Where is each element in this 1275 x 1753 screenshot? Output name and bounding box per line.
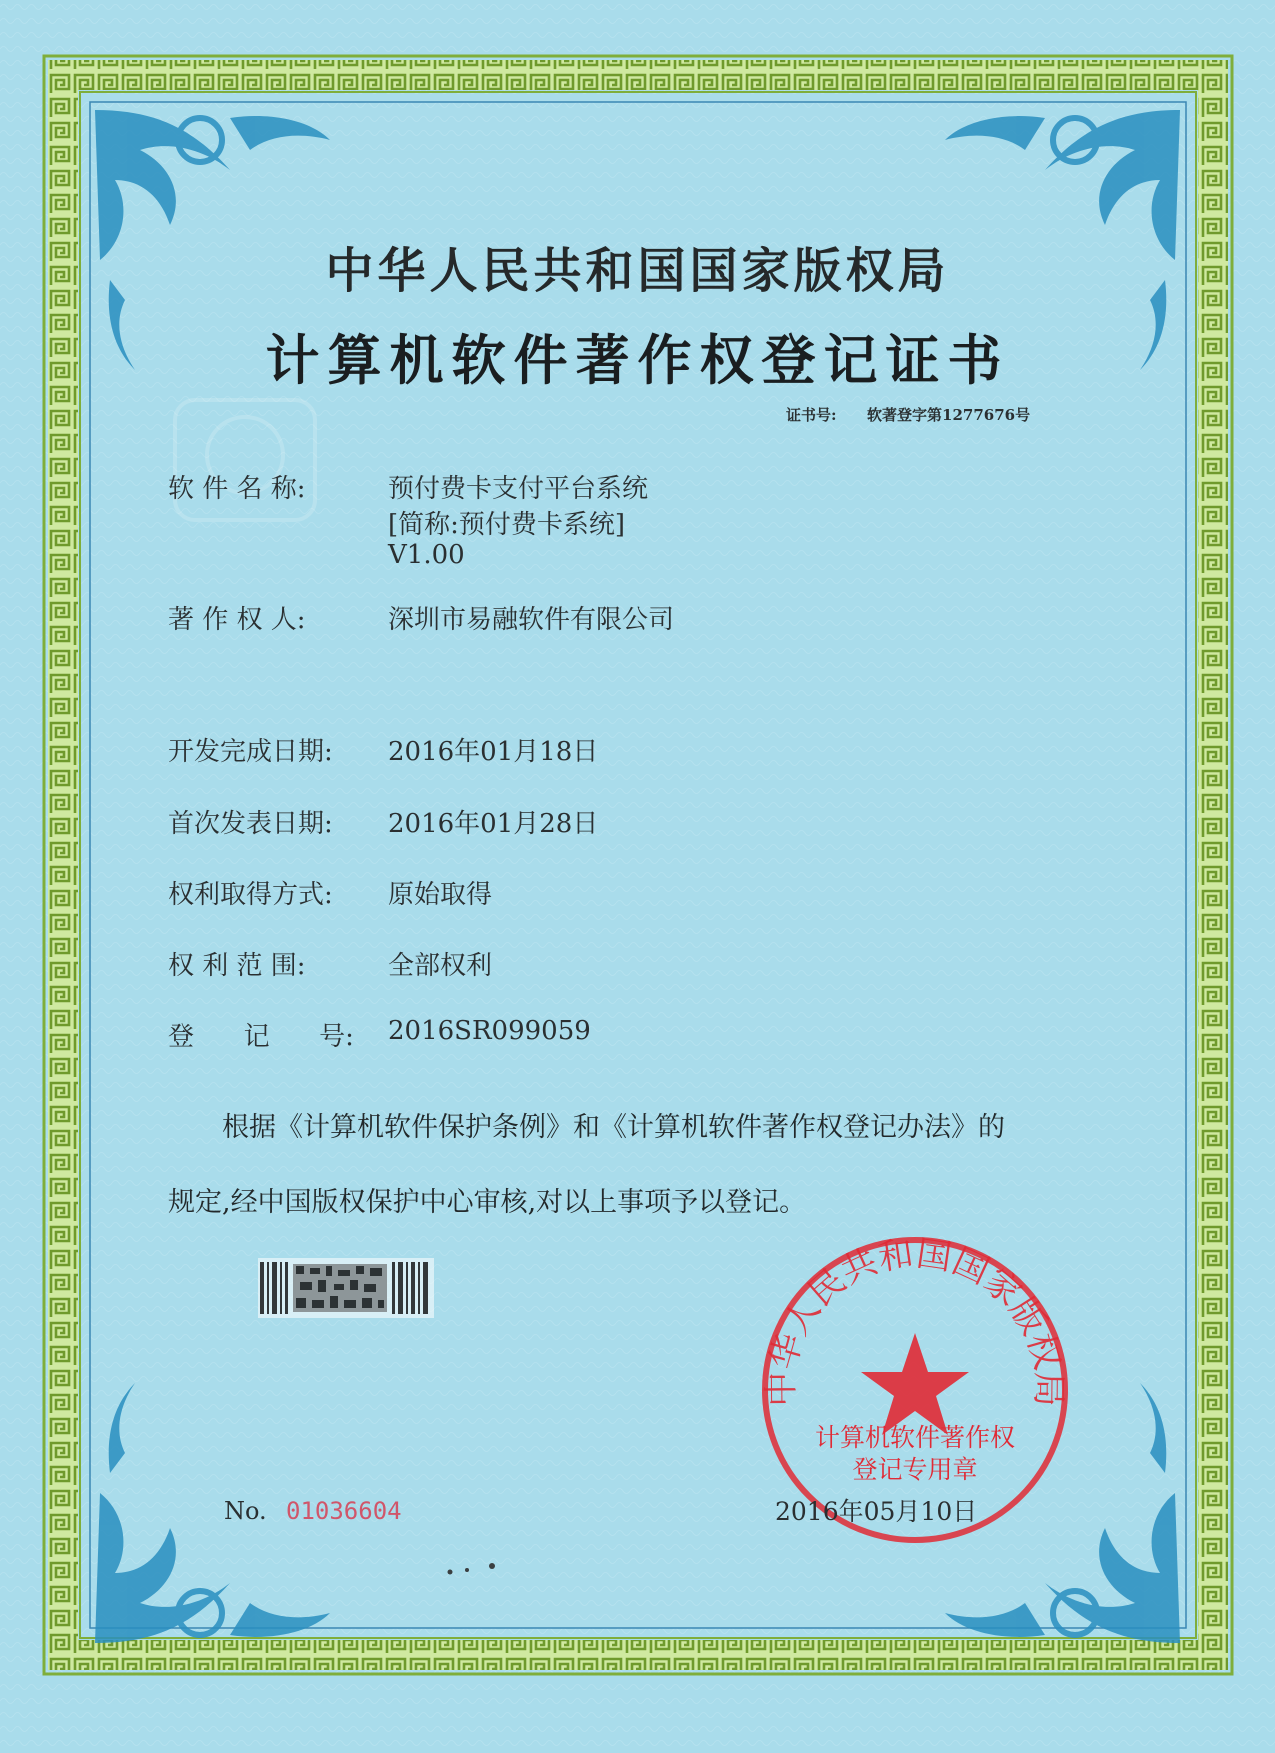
serial-label: No. bbox=[224, 1497, 267, 1525]
registration-number-label: 登 记 号: bbox=[168, 1022, 354, 1052]
certificate-title: 计算机软件著作权登记证书 bbox=[265, 328, 1010, 392]
copyright-owner-label: 著 作 权 人: bbox=[168, 605, 306, 635]
rights-acquisition-value: 原始取得 bbox=[388, 880, 493, 910]
software-version-value: V1.00 bbox=[388, 540, 465, 570]
issuing-authority: 中华人民共和国国家版权局 bbox=[325, 243, 950, 299]
serial-number: 01036604 bbox=[286, 1497, 402, 1525]
seal-arc-text: 中华人民共和国国家版权局 bbox=[761, 1234, 1069, 1407]
software-name-label: 软 件 名 称: bbox=[168, 474, 306, 504]
rights-scope-value: 全部权利 bbox=[388, 951, 493, 981]
software-name-value: 预付费卡支付平台系统 bbox=[388, 474, 649, 504]
first-publication-date-value: 2016年01月28日 bbox=[388, 809, 599, 839]
issue-date: 2016年05月10日 bbox=[775, 1497, 978, 1526]
certificate-number bbox=[786, 404, 1030, 425]
barcode-image bbox=[258, 1258, 434, 1318]
registration-number-value: 2016SR099059 bbox=[388, 1016, 591, 1046]
certificate-number-label: 证书号: bbox=[786, 406, 837, 424]
software-short-name-value: [简称:预付费卡系统] bbox=[388, 510, 626, 540]
rights-scope-label: 权 利 范 围: bbox=[168, 951, 306, 981]
development-date-value: 2016年01月18日 bbox=[388, 737, 599, 767]
legal-basis-line-2: 规定,经中国版权保护中心审核,对以上事项予以登记。 bbox=[168, 1187, 807, 1218]
rights-acquisition-label: 权利取得方式: bbox=[168, 880, 333, 910]
seal-line-2: 登记专用章 bbox=[852, 1455, 978, 1484]
legal-basis-line-1: 根据《计算机软件保护条例》和《计算机软件著作权登记办法》的 bbox=[222, 1112, 1005, 1143]
copyright-owner-value: 深圳市易融软件有限公司 bbox=[388, 605, 675, 635]
certificate-number-value: 软著登字第1277676号 bbox=[867, 406, 1031, 424]
first-publication-date-label: 首次发表日期: bbox=[168, 809, 333, 839]
seal-line-1: 计算机软件著作权 bbox=[814, 1423, 1015, 1452]
development-date-label: 开发完成日期: bbox=[168, 737, 333, 767]
